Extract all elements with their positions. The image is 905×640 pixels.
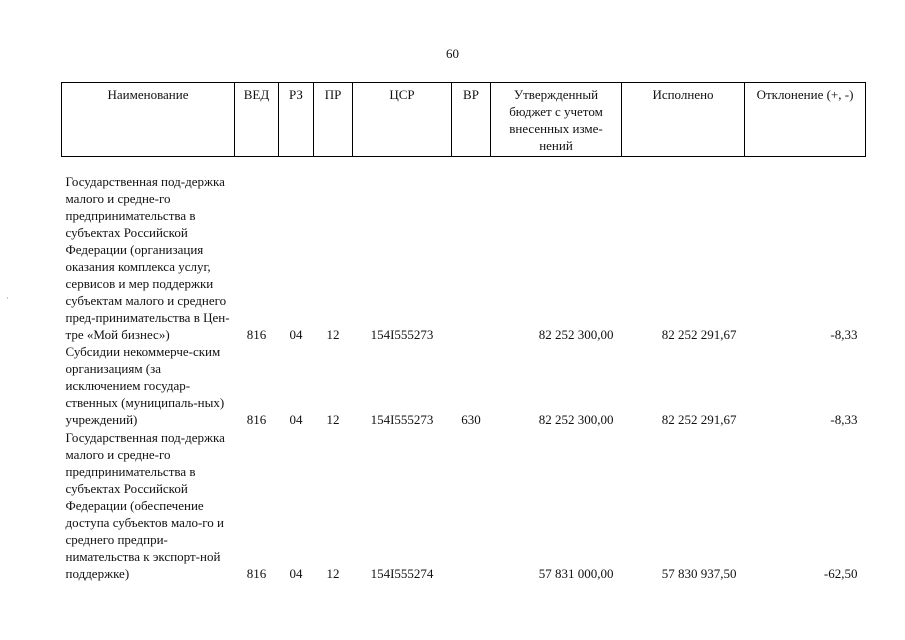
cell-csr: 154I555273 (370, 327, 434, 342)
cell-pr: 12 (326, 566, 340, 581)
cell-ved: 816 (246, 412, 267, 427)
header-csr: ЦСР (353, 83, 452, 157)
cell-rz: 04 (289, 566, 303, 581)
page-number: 60 (446, 46, 459, 61)
cell-vr (452, 428, 491, 582)
cell-executed: 57 830 937,50 (661, 566, 737, 581)
header-approved: Утвержденный бюджет с учетом внесенных изме-нений (491, 83, 622, 157)
cell-name: Государственная под-держка малого и средне-го предпринимательства в субъектах Российской Федерации (организация оказания комплекса услуг, сервисов и мер поддержки субъектам малого и среднего пред-принимательства в Цен-тре «Мой бизнес») (65, 174, 230, 342)
cell-vr (452, 157, 491, 344)
header-executed: Исполнено (622, 83, 745, 157)
cell-csr: 154I555273 (370, 412, 434, 427)
header-vr: ВР (452, 83, 491, 157)
cell-csr: 154I555274 (370, 566, 434, 581)
cell-vr: 630 (461, 412, 481, 427)
cell-executed: 82 252 291,67 (661, 412, 737, 427)
cell-executed: 82 252 291,67 (661, 327, 737, 342)
cell-deviation: -62,50 (823, 566, 858, 581)
budget-table (61, 82, 866, 582)
cell-rz: 04 (289, 327, 303, 342)
cell-ved: 816 (246, 566, 267, 581)
cell-pr: 12 (326, 412, 340, 427)
table-row (62, 428, 866, 582)
cell-pr: 12 (326, 327, 340, 342)
cell-approved: 82 252 300,00 (538, 412, 614, 427)
cell-deviation: -8,33 (830, 412, 858, 427)
cell-rz: 04 (289, 412, 303, 427)
header-ved: ВЕД (235, 83, 279, 157)
cell-deviation: -8,33 (830, 327, 858, 342)
header-pr: ПР (314, 83, 353, 157)
header-deviation: Отклонение (+, -) (745, 83, 866, 157)
table-row (62, 157, 866, 344)
table-header-row (62, 83, 866, 157)
cell-name: Государственная под-держка малого и средне-го предпринимательства в субъектах Российской Федерации (обеспечение доступа субъектов мало-го и среднего предпри-нимательства к экспорт-ной поддержке) (65, 430, 225, 581)
cell-approved: 57 831 000,00 (538, 566, 614, 581)
cell-ved: 816 (246, 327, 267, 342)
cell-approved: 82 252 300,00 (538, 327, 614, 342)
cell-name: Субсидии некоммерче-ским организациям (за исключением государ-ственных (муниципаль-ных) учреждений) (65, 344, 225, 427)
header-rz: РЗ (279, 83, 314, 157)
stray-mark: · (6, 293, 9, 303)
header-name: Наименование (62, 83, 235, 157)
table-row (62, 343, 866, 428)
